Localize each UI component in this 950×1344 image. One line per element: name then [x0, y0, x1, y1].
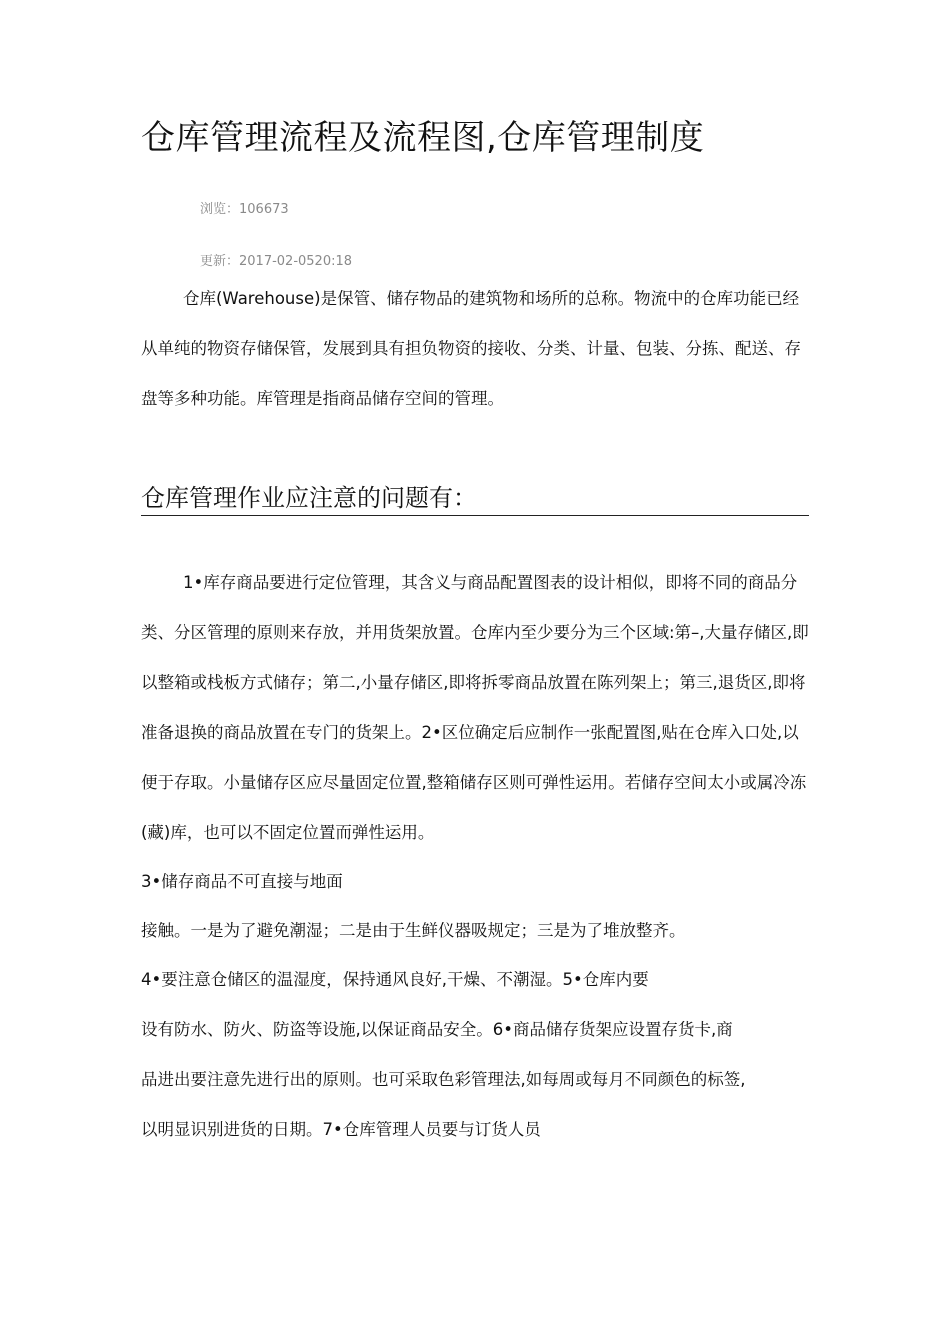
body-line: 接触。一是为了避免潮湿；二是由于生鲜仪器吸规定；三是为了堆放整齐。 [141, 921, 686, 940]
body-line: 设有防水、防火、防盗等设施,以保证商品安全。6•商品储存货架应设置存货卡,商 [141, 1020, 733, 1039]
body-line: 以明显识别进货的日期。7•仓库管理人员要与订货人员 [141, 1120, 541, 1139]
page-title: 仓库管理流程及流程图,仓库管理制度 [141, 118, 705, 158]
body-line: 品进出要注意先进行出的原则。也可采取色彩管理法,如每周或每月不同颜色的标签, [141, 1070, 746, 1089]
update-time: 更新：2017-02-0520:18 [200, 254, 353, 269]
section-heading: 仓库管理作业应注意的问题有： [141, 478, 809, 516]
intro-paragraph: 仓库(Warehouse)是保管、储存物品的建筑物和场所的总称。物流中的仓库功能已经从单纯的物资存储保管，发展到具有担负物资的接收、分类、计量、包装、分拣、配送、存盘等多种功能。库管理是指商品储存空间的管理。 [141, 289, 801, 408]
body-line: 4•要注意仓储区的温湿度，保持通风良好,干燥、不潮湿。5•仓库内要 [141, 970, 649, 989]
view-count: 浏览：106673 [200, 202, 289, 217]
section-body-paragraph: 1•库存商品要进行定位管理，其含义与商品配置图表的设计相似，即将不同的商品分类、分区管理的原则来存放，并用货架放置。仓库内至少要分为三个区域:第–,大量存储区,即以整箱或栈板方式储存；第二,小量存储区,即将拆零商品放置在陈列架上；第三,退货区,即将准备退换的商品放置在专门的货架上。2•区位确定后应制作一张配置图,贴在仓库入口处,以便于存取。小量储存区应尽量固定位置,整箱储存区则可弹性运用。若储存空间太小或属冷冻(藏)库，也可以不固定位置而弹性运用。 [141, 573, 809, 842]
body-line: 3•储存商品不可直接与地面 [141, 872, 343, 891]
